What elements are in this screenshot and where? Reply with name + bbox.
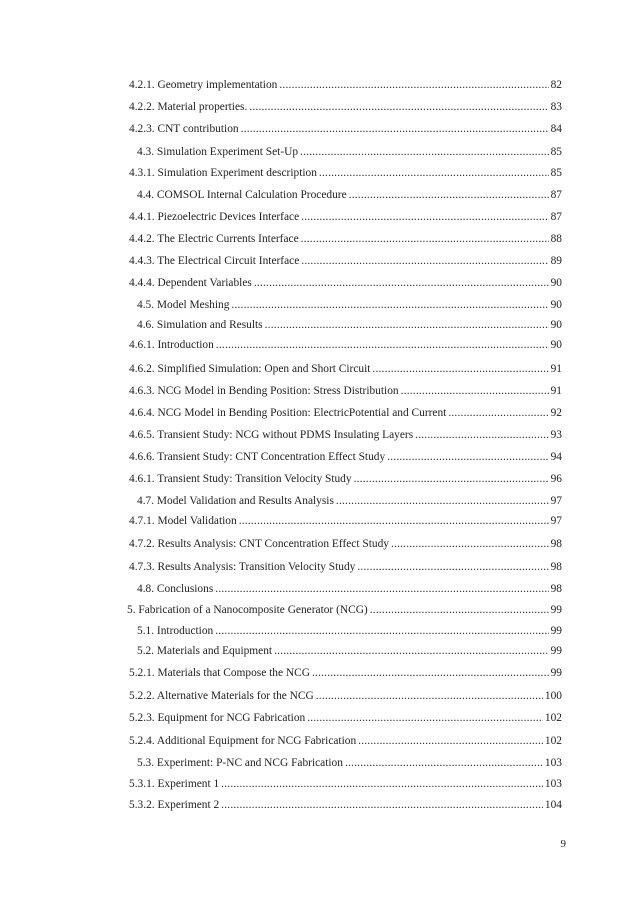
toc-entry [129,206,562,224]
toc-entry-page: 103 [544,757,562,769]
toc-entry-page: 85 [550,167,562,179]
toc-entry [137,640,562,658]
toc-entry-page: 100 [544,690,562,702]
toc-entry-title: 5.1. Introduction [137,625,214,637]
toc-entry [129,228,562,246]
dot-leader [312,666,549,680]
toc-entry-title: 4.4.1. Piezoelectric Devices Interface [129,211,300,223]
toc-entry-title: 4.4.2. The Electric Currents Interface [129,233,299,245]
toc-entry-title: 4.7.3. Results Analysis: Transition Velocity Study [129,561,356,573]
dot-leader [254,276,549,290]
toc-entry [129,334,562,352]
toc-entry [129,162,562,180]
toc-entry-page: 92 [550,407,562,419]
dot-leader [300,145,549,159]
dot-leader [279,78,548,92]
toc-entry-page: 89 [550,255,562,267]
dot-leader [387,450,548,464]
dot-leader [274,644,549,658]
toc-entry-title: 4.4. COMSOL Internal Calculation Procedure [137,189,347,201]
dot-leader [307,711,543,725]
toc-entry-page: 90 [550,277,562,289]
toc-entry [137,294,562,312]
toc-entry-page: 99 [550,625,562,637]
toc-entry-title: 4.2.1. Geometry implementation [129,79,278,91]
dot-leader [372,362,548,376]
toc-entry-page: 94 [550,451,562,463]
dot-leader [349,188,549,202]
toc-entry [129,773,562,791]
toc-entry [129,96,562,114]
toc-entry-title: 4.7.1. Model Validation [129,515,237,527]
toc-entry-page: 90 [550,299,562,311]
toc-entry-page: 99 [550,645,562,657]
dot-leader [358,734,543,748]
dot-leader [448,406,548,420]
dot-leader [354,472,549,486]
toc-entry-title: 5.3.2. Experiment 2 [129,799,220,811]
toc-entry-title: 4.6.6. Transient Study: CNT Concentration Effect Study [129,451,386,463]
dot-leader [301,210,548,224]
toc-entry [137,184,562,202]
toc-entry-title: 5.2.2. Alternative Materials for the NCG [129,690,314,702]
dot-leader [415,428,548,442]
toc-entry-page: 103 [544,778,562,790]
dot-leader [401,384,549,398]
toc-entry-page: 87 [550,189,562,201]
toc-entry-title: 4.6.1. Introduction [129,339,214,351]
toc-entry-title: 4.6.2. Simplified Simulation: Open and Short Circuit [129,363,371,375]
toc-entry-title: 4.7. Model Validation and Results Analysis [137,495,334,507]
toc-entry-title: 4.5. Model Meshing [137,299,230,311]
toc-entry [137,490,562,508]
toc-entry [127,599,562,617]
toc-entry [129,662,562,680]
dot-leader [215,624,548,638]
dot-leader [231,298,548,312]
toc-entry-page: 104 [544,799,562,811]
dot-leader [221,777,543,791]
toc-entry-page: 97 [550,495,562,507]
toc-entry-page: 96 [550,473,562,485]
dot-leader [345,756,543,770]
dot-leader [265,318,549,332]
toc-entry-title: 5.2.1. Materials that Compose the NCG [129,667,310,679]
dot-leader [357,560,548,574]
dot-leader [301,254,548,268]
dot-leader [241,122,549,136]
dot-leader [216,338,549,352]
toc-entry-page: 98 [550,538,562,550]
dot-leader [391,537,549,551]
toc-entry [129,446,562,464]
toc-entry-title: 4.6.5. Transient Study: NCG without PDMS Insulating Layers [129,429,414,441]
toc-entry [129,685,562,703]
toc-entry-title: 5.2.4. Additional Equipment for NCG Fabrication [129,735,357,747]
toc-entry-title: 4.6.3. NCG Model in Bending Position: Stress Distribution [129,385,399,397]
toc-entry [129,794,562,812]
toc-entry-title: 4.6.4. NCG Model in Bending Position: ElectricPotential and Current [129,407,447,419]
toc-entry [129,510,562,528]
toc-entry-title: 4.6. Simulation and Results [137,319,263,331]
toc-entry-title: 5.2.3. Equipment for NCG Fabrication [129,712,306,724]
toc-entry-page: 83 [550,101,562,113]
toc-entry-page: 98 [550,583,562,595]
toc-entry [129,468,562,486]
toc-entry [137,620,562,638]
toc-entry [129,707,562,725]
toc-entry-title: 5. Fabrication of a Nanocomposite Generator (NCG) [127,604,368,616]
dot-leader [221,798,543,812]
dot-leader [370,603,549,617]
toc-entry-title: 4.8. Conclusions [137,583,214,595]
toc-entry [129,272,562,290]
toc-entry-page: 97 [550,515,562,527]
toc-entry-title: 4.2.3. CNT contribution [129,123,239,135]
toc-entry [129,118,562,136]
toc-entry [129,358,562,376]
dot-leader [336,494,549,508]
toc-entry-title: 4.4.3. The Electrical Circuit Interface [129,255,300,267]
toc-entry [137,752,562,770]
toc-entry [129,424,562,442]
toc-entry-title: 4.3.1. Simulation Experiment description [129,167,317,179]
toc-entry-page: 93 [550,429,562,441]
toc-entry-title: 5.2. Materials and Equipment [137,645,273,657]
toc-entry-page: 87 [550,211,562,223]
toc-entry-title: 4.7.2. Results Analysis: CNT Concentration Effect Study [129,538,389,550]
toc-entry-title: 5.3. Experiment: P-NC and NCG Fabrication [137,757,343,769]
toc-entry [129,533,562,551]
toc-entry-title: 4.2.2. Material properties. [129,101,248,113]
toc-entry-title: 4.6.1. Transient Study: Transition Velocity Study [129,473,352,485]
toc-entry [129,556,562,574]
toc-entry-page: 99 [550,667,562,679]
toc-entry-page: 82 [550,79,562,91]
toc-entry [129,380,562,398]
toc-entry-page: 85 [550,146,562,158]
dot-leader [215,582,548,596]
toc-entry-page: 90 [550,319,562,331]
toc-entry [129,402,562,420]
toc-entry-page: 98 [550,561,562,573]
toc-entry [137,314,562,332]
toc-entry-title: 4.4.4. Dependent Variables [129,277,252,289]
toc-entry-page: 88 [550,233,562,245]
toc-entry-page: 99 [550,604,562,616]
toc-entry [129,250,562,268]
toc-entry-page: 102 [544,735,562,747]
toc-entry-page: 91 [550,363,562,375]
toc-entry [129,74,562,92]
toc-entry-page: 91 [550,385,562,397]
dot-leader [239,514,549,528]
toc-entry-page: 102 [544,712,562,724]
toc-entry [137,578,562,596]
toc-entry-page: 90 [550,339,562,351]
toc-entry-title: 4.3. Simulation Experiment Set-Up [137,146,299,158]
toc-entry [137,141,562,159]
page-number: 9 [560,838,566,850]
dot-leader [249,100,548,114]
toc-entry-title: 5.3.1. Experiment 1 [129,778,220,790]
toc-entry-page: 84 [550,123,562,135]
dot-leader [301,232,549,246]
dot-leader [319,166,549,180]
toc-entry [129,730,562,748]
dot-leader [316,689,543,703]
